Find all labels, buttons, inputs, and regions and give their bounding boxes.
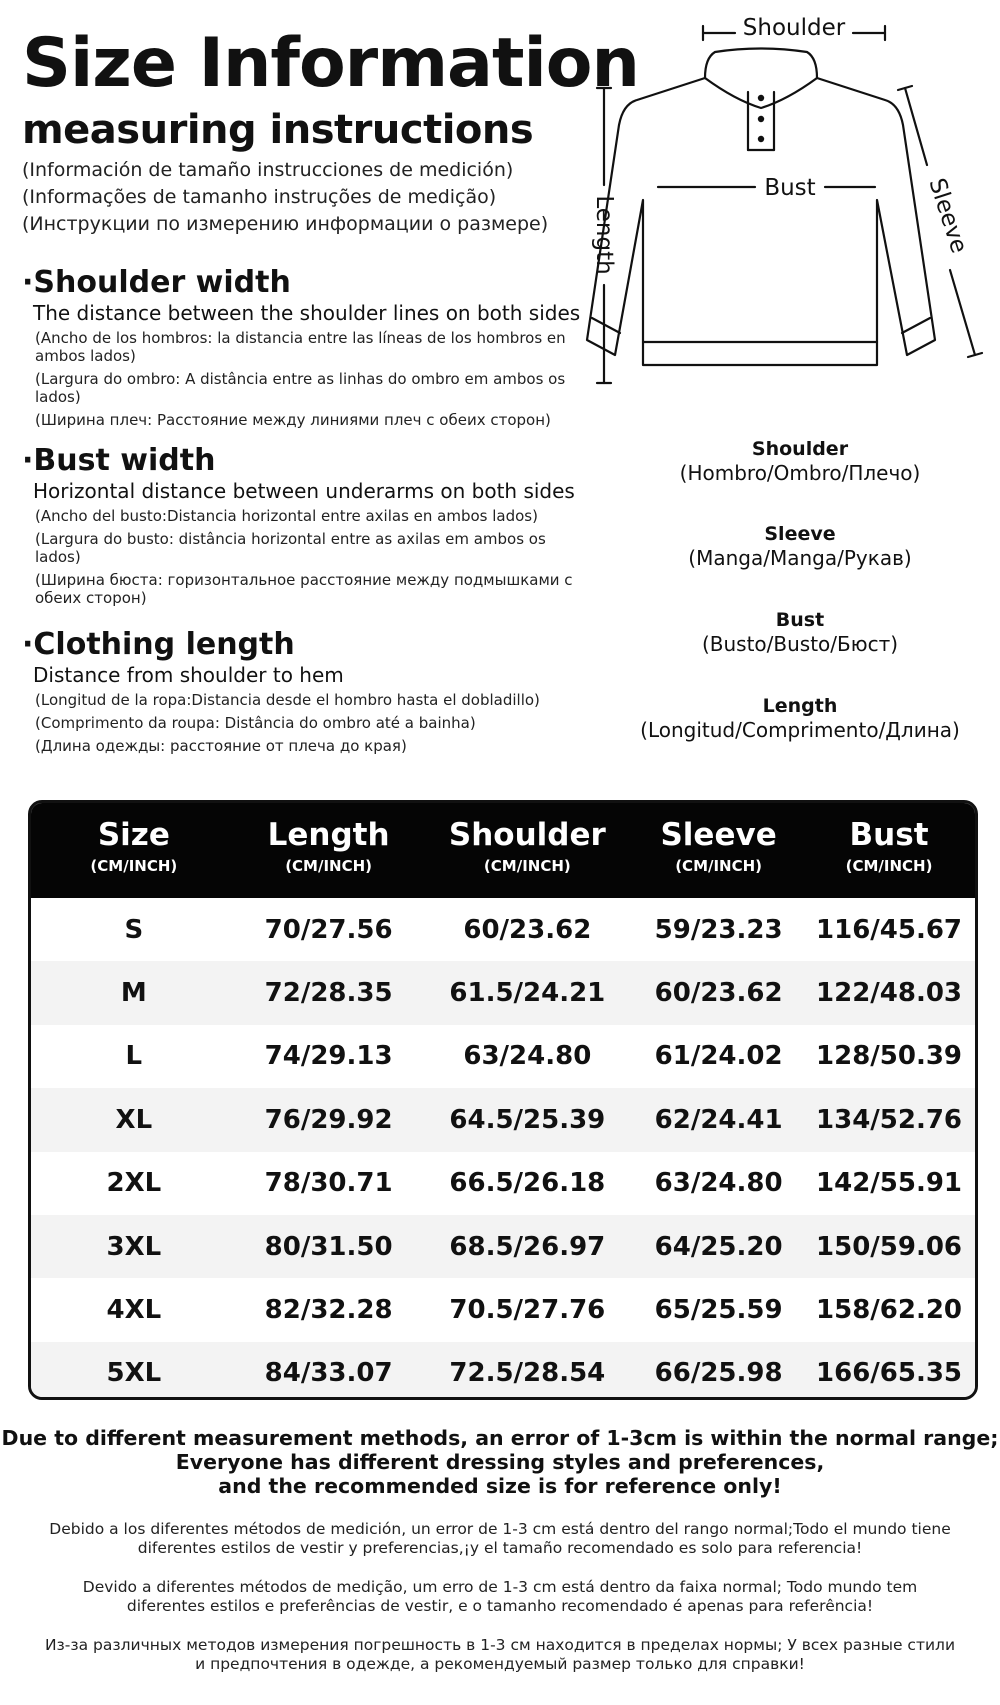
- cell-size: L: [125, 1041, 143, 1072]
- section-translation-ru: (Длина одежды: расстояние от плеча до края): [35, 737, 407, 755]
- cell-shoulder: 72.5/28.54: [449, 1358, 606, 1389]
- cell-shoulder: 66.5/26.18: [449, 1168, 606, 1199]
- cell-shoulder: 70.5/27.76: [449, 1295, 606, 1326]
- page-subtitle: measuring instructions: [22, 107, 534, 153]
- cell-length: 84/33.07: [264, 1358, 393, 1389]
- section-description: Horizontal distance between underarms on both sides: [33, 479, 575, 503]
- subtitle-pt: (Informações de tamanho instruções de medição): [22, 186, 497, 208]
- button-dot: [758, 116, 764, 122]
- disclaimer-portuguese: Devido a diferentes métodos de medição, um erro de 1-3 cm está dentro da faixa normal; Todo mundo tem diferentes estilos e preferências de vestir, e o tamanho recomendado é apenas para referência!: [82, 1578, 918, 1615]
- section-translation-es: (Ancho de los hombros: la distancia entre las líneas de los hombros en ambos lados): [35, 329, 566, 365]
- cell-shoulder: 68.5/26.97: [449, 1231, 606, 1262]
- cell-sleeve: 66/25.98: [654, 1358, 783, 1389]
- legend-translation: (Longitud/Comprimento/Длина): [640, 718, 960, 742]
- cell-shoulder: 61.5/24.21: [449, 978, 606, 1009]
- column-header-shoulder: Shoulder (CM/INCH): [448, 817, 606, 875]
- cell-shoulder: 64.5/25.39: [449, 1104, 606, 1135]
- diagram-label-length: Length: [591, 195, 617, 275]
- column-header-length: Length (CM/INCH): [267, 817, 390, 875]
- disclaimer-russian: Из-за различных методов измерения погрешность в 1-3 см находится в пределах нормы; У всех разные стили и предпочтения в одежде, а рекомендуемый размер только для справки!: [44, 1636, 956, 1673]
- table-row: [31, 1152, 975, 1215]
- cell-bust: 142/55.91: [816, 1168, 963, 1199]
- cell-length: 82/32.28: [264, 1295, 393, 1326]
- cell-size: XL: [115, 1104, 153, 1135]
- cell-size: 5XL: [106, 1358, 162, 1389]
- garment-cuff-right: [902, 318, 930, 333]
- cell-bust: 128/50.39: [816, 1041, 963, 1072]
- cell-shoulder: 63/24.80: [463, 1041, 592, 1072]
- diagram-label-bust: Bust: [764, 175, 816, 201]
- cell-length: 74/29.13: [264, 1041, 393, 1072]
- subtitle-ru: (Инструкции по измерению информации о размере): [22, 213, 549, 235]
- size-table: [28, 800, 978, 1400]
- disclaimer-english: Due to different measurement methods, an error of 1-3cm is within the normal range; Everyone has different dressing styles and preferences, and the recommended size is for reference only!: [1, 1426, 999, 1498]
- cell-size: M: [120, 978, 147, 1009]
- legend-bust: [610, 608, 990, 656]
- cell-length: 70/27.56: [264, 914, 393, 945]
- garment-cuff-left: [592, 318, 620, 333]
- section-heading: Shoulder width: [33, 265, 291, 300]
- section-translation-ru: (Ширина плеч: Расстояние между линиями плеч с обеих сторон): [35, 411, 551, 429]
- column-header-bust: Bust (CM/INCH): [845, 817, 933, 875]
- subtitle-es: (Información de tamaño instrucciones de medición): [22, 159, 514, 181]
- cell-size: 3XL: [106, 1231, 162, 1262]
- cell-size: 4XL: [106, 1295, 162, 1326]
- table-row: [31, 961, 975, 1024]
- legend-translation: (Manga/Manga/Рукав): [688, 546, 912, 570]
- garment-collar: [705, 49, 817, 79]
- cell-sleeve: 64/25.20: [654, 1231, 783, 1262]
- section-heading: Bust width: [33, 443, 216, 478]
- section-description: The distance between the shoulder lines on both sides: [33, 301, 581, 325]
- legend-shoulder: [610, 437, 990, 485]
- legend-name: Shoulder: [751, 438, 849, 460]
- diagram-label-shoulder: Shoulder: [742, 15, 846, 41]
- legend-translation: (Hombro/Ombro/Плечо): [679, 461, 921, 485]
- cell-shoulder: 60/23.62: [463, 914, 592, 945]
- section-translation-pt: (Largura do busto: distância horizontal entre as axilas em ambos os lados): [35, 530, 546, 566]
- garment-collar-inner: [705, 78, 817, 108]
- cell-bust: 134/52.76: [816, 1104, 963, 1135]
- legend-sleeve: [610, 522, 990, 570]
- page-title: Size Information: [22, 24, 639, 103]
- cell-length: 78/30.71: [264, 1168, 393, 1199]
- column-header-size: Size (CM/INCH): [90, 817, 178, 875]
- cell-bust: 158/62.20: [816, 1295, 963, 1326]
- section-shoulder-width: ·Shoulder width The distance between the shoulder lines on both sides (Ancho de los hombros: la distancia entre las líneas de los hombros en ambos lados) (Largura do ombro: A distância entre as linhas do ombro em ambos os lados) (Ширина плеч: Расстояние между линиями плеч с обеих сторон): [22, 265, 581, 429]
- cell-length: 80/31.50: [264, 1231, 393, 1262]
- legend-name: Bust: [775, 609, 825, 631]
- cell-size: S: [124, 914, 144, 945]
- cell-bust: 166/65.35: [816, 1358, 963, 1389]
- table-header: [31, 803, 975, 898]
- cell-sleeve: 65/25.59: [654, 1295, 783, 1326]
- cell-sleeve: 60/23.62: [654, 978, 783, 1009]
- table-row: [31, 1215, 975, 1278]
- column-header-sleeve: Sleeve (CM/INCH): [660, 817, 777, 875]
- cell-sleeve: 59/23.23: [654, 914, 783, 945]
- section-clothing-length: ·Clothing length Distance from shoulder to hem (Longitud de la ropa:Distancia desde el hombro hasta el dobladillo) (Comprimento da roupa: Distância do ombro até a bainha) (Длина одежды: расстояние от плеча до края): [22, 628, 582, 760]
- table-row: [31, 898, 975, 961]
- legend-name: Sleeve: [764, 523, 836, 545]
- button-dot: [758, 136, 764, 142]
- section-translation-es: (Ancho del busto:Distancia horizontal entre axilas en ambos lados): [35, 507, 538, 525]
- cell-bust: 122/48.03: [816, 978, 963, 1009]
- section-translation-pt: (Largura do ombro: A distância entre as linhas do ombro em ambos os lados): [35, 370, 566, 406]
- cell-size: 2XL: [106, 1168, 162, 1199]
- section-description: Distance from shoulder to hem: [33, 663, 344, 687]
- cell-length: 76/29.92: [264, 1104, 393, 1135]
- button-dot: [758, 95, 764, 101]
- table-row: [31, 1025, 975, 1088]
- sleeve-arrow-line: [950, 270, 975, 355]
- cell-length: 72/28.35: [264, 978, 393, 1009]
- legend-name: Length: [762, 695, 838, 717]
- table-body: [31, 898, 975, 1400]
- section-translation-pt: (Comprimento da roupa: Distância do ombro até a bainha): [35, 714, 476, 732]
- section-bust-width: ·Bust width Horizontal distance between underarms on both sides (Ancho del busto:Distancia horizontal entre axilas en ambos lados) (Largura do busto: distância horizontal entre as axilas em ambos os lados) (Ширина бюста: горизонтальное расстояние между подмышками с обеих сторон): [22, 444, 582, 612]
- cell-bust: 150/59.06: [816, 1231, 963, 1262]
- subtitle-translations: [22, 157, 548, 238]
- cell-sleeve: 61/24.02: [654, 1041, 783, 1072]
- section-translation-es: (Longitud de la ropa:Distancia desde el hombro hasta el dobladillo): [35, 691, 540, 709]
- diagram-label-sleeve: Sleeve: [923, 175, 972, 257]
- section-translation-ru: (Ширина бюста: горизонтальное расстояние между подмышками с обеих сторон): [35, 571, 573, 607]
- legend-length: [610, 694, 990, 742]
- garment-diagram: [585, 0, 1000, 400]
- section-heading: Clothing length: [33, 627, 295, 662]
- table-row: [31, 1088, 975, 1151]
- cell-sleeve: 63/24.80: [654, 1168, 783, 1199]
- cell-sleeve: 62/24.41: [654, 1104, 783, 1135]
- table-row: [31, 1278, 975, 1341]
- table-row: [31, 1342, 975, 1400]
- disclaimer-spanish: Debido a los diferentes métodos de medición, un error de 1-3 cm está dentro del rango normal;Todo el mundo tiene diferentes estilos de vestir y preferencias,¡y el tamaño recomendado es solo para referencia!: [49, 1520, 951, 1557]
- cell-bust: 116/45.67: [816, 914, 963, 945]
- legend-translation: (Busto/Busto/Бюст): [701, 632, 899, 656]
- garment-buttons: [758, 95, 764, 142]
